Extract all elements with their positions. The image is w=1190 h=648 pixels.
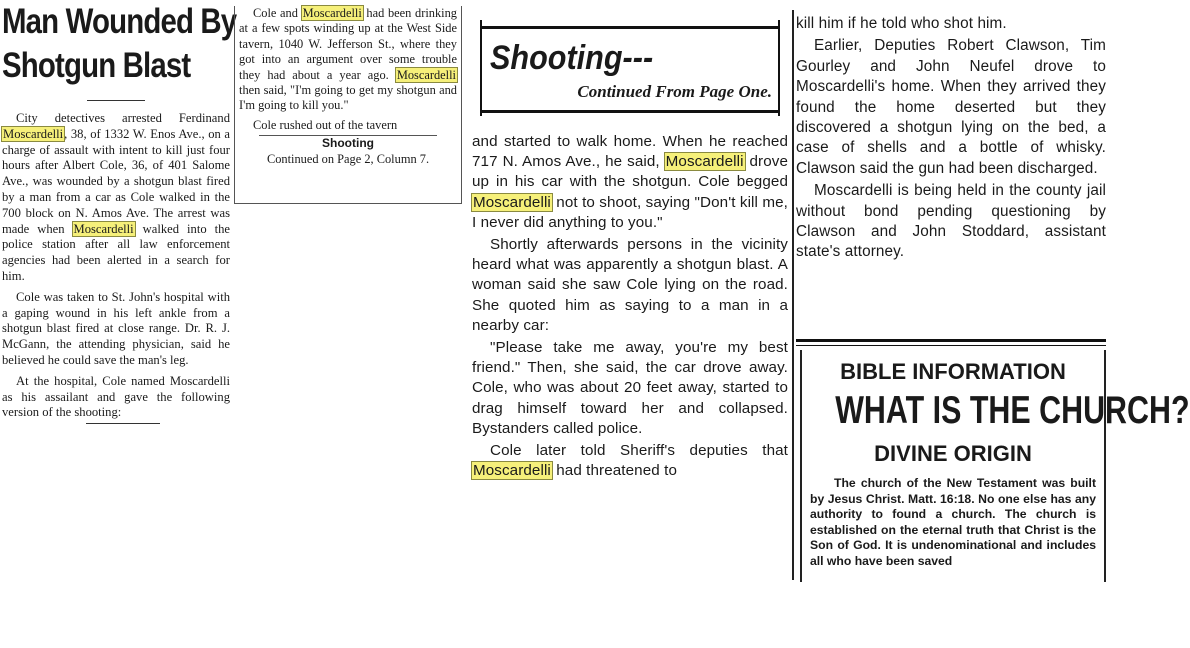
col3-paragraph-4: Cole later told Sheriff's deputies that Moscardelli had threatened to: [473, 442, 788, 480]
end-rule: [86, 423, 160, 424]
ad-subhead: DIVINE ORIGIN: [874, 441, 1032, 466]
col4-paragraph-2: Earlier, Deputies Robert Clawson, Tim Gourley and John Neufel drove to Moscardelli's home. When they arrived they found the home deserted but they discovered a shotgun lying on the bed, a case of shells and a bottle of whisky. Clawson said the gun had been discharged.: [796, 37, 1106, 177]
col2-paragraph-1: Cole and Moscardelli had been drinking at a few spots winding up at the West Side tavern, 1040 W. Jefferson St., where they got into an argument over some trouble they had about a year ago. Moscardelli then said, "I'm going to get my shotgun and I'm going to kill you.": [239, 6, 457, 113]
highlighted-name: Moscardelli: [473, 193, 551, 211]
col3-paragraph-3: "Please take me away, you're my best friend." Then, she said, the car drove away. Cole, who was about 20 feet away, started to drag himself toward her and collapsed. Bystanders called police.: [472, 339, 788, 437]
headline-line-2: Shotgun Blast: [2, 46, 191, 85]
col2-paragraph-2: Cole rushed out of the tavern: [253, 117, 398, 132]
ad-kicker: BIBLE INFORMATION: [840, 359, 1066, 384]
headline-rule: [87, 100, 145, 101]
header-bottom-bar: [482, 110, 778, 113]
section-rule-thick: [796, 339, 1106, 342]
article-column-3: [472, 20, 788, 590]
jump-head: Shooting: [322, 136, 374, 151]
col3-paragraph-2: Shortly afterwards persons in the vicinity heard what was apparently a shotgun blast. A woman said she saw Cole lying on the road. She quoted him as saying to a man in a nearby car:: [472, 236, 788, 334]
highlighted-name: Moscardelli: [3, 126, 64, 141]
col1-paragraph-3: At the hospital, Cole named Moscardelli as his assailant and gave the following version of the shooting:: [2, 373, 230, 420]
jump-line: Continued on Page 2, Column 7.: [266, 152, 430, 167]
col4-paragraph-1: kill him if he told who shot him.: [796, 15, 1007, 32]
highlighted-name: Moscardelli: [396, 67, 456, 82]
highlighted-name: Moscardelli: [302, 6, 362, 20]
continuation-title: Shooting---: [490, 39, 654, 77]
article-column-2: [234, 6, 462, 204]
ad-headline: WHAT IS THE CHURCH?: [835, 389, 1190, 432]
col3-paragraph-1: and started to walk home. When he reached 717 N. Amos Ave., he said, Moscardelli drove up in his car with the shotgun. Cole begged Moscardelli not to shoot, saying "Don't kill me, I never did anything to you.": [472, 133, 789, 231]
article-column-1: [2, 0, 237, 508]
highlighted-name: Moscardelli: [73, 221, 134, 236]
continuation-subtitle: Continued From Page One.: [577, 82, 772, 101]
section-rule-thin: [796, 345, 1106, 346]
header-top-bar: [482, 26, 778, 29]
col3-body: [472, 132, 788, 481]
column-divider: [792, 10, 794, 580]
col4-paragraph-3: Moscardelli is being held in the county jail without bond pending questioning by Clawson and John Stoddard, assistant state's attorney.: [796, 182, 1106, 261]
headline-line-1: Man Wounded By: [2, 2, 237, 41]
bible-information-ad: [800, 350, 1190, 582]
article-column-4: [796, 14, 1106, 263]
continuation-header: [480, 20, 780, 116]
col1-paragraph-1: City detectives arrested Ferdinand Moscardelli, 38, of 1332 W. Enos Ave., on a charge of assault with intent to kill just four hours after Albert Cole, 36, of 401 Salome Ave., was wounded by a shotgun blast fired by a man from a car as Cole walked in the 700 block on N. Amos Ave. The arrest was made when Moscardelli walked into the police station after all law enforcement agencies had been alerted in a search for him.: [2, 111, 230, 283]
highlighted-name: Moscardelli: [665, 153, 744, 171]
highlighted-name: Moscardelli: [473, 462, 551, 480]
ad-body: The church of the New Testament was built by Jesus Christ. Matt. 16:18. No one else has any authority to found a church. The church is established on the eternal truth that Christ is the Son of God. It is undenominational and includes all who have been saved: [810, 476, 1096, 568]
col1-paragraph-2: Cole was taken to St. John's hospital with a gaping wound in his left ankle from a shotgun blast fired at close range. Dr. R. J. McGann, the attending physician, said he believed he could save the man's leg.: [2, 289, 230, 367]
headline: [2, 0, 237, 88]
